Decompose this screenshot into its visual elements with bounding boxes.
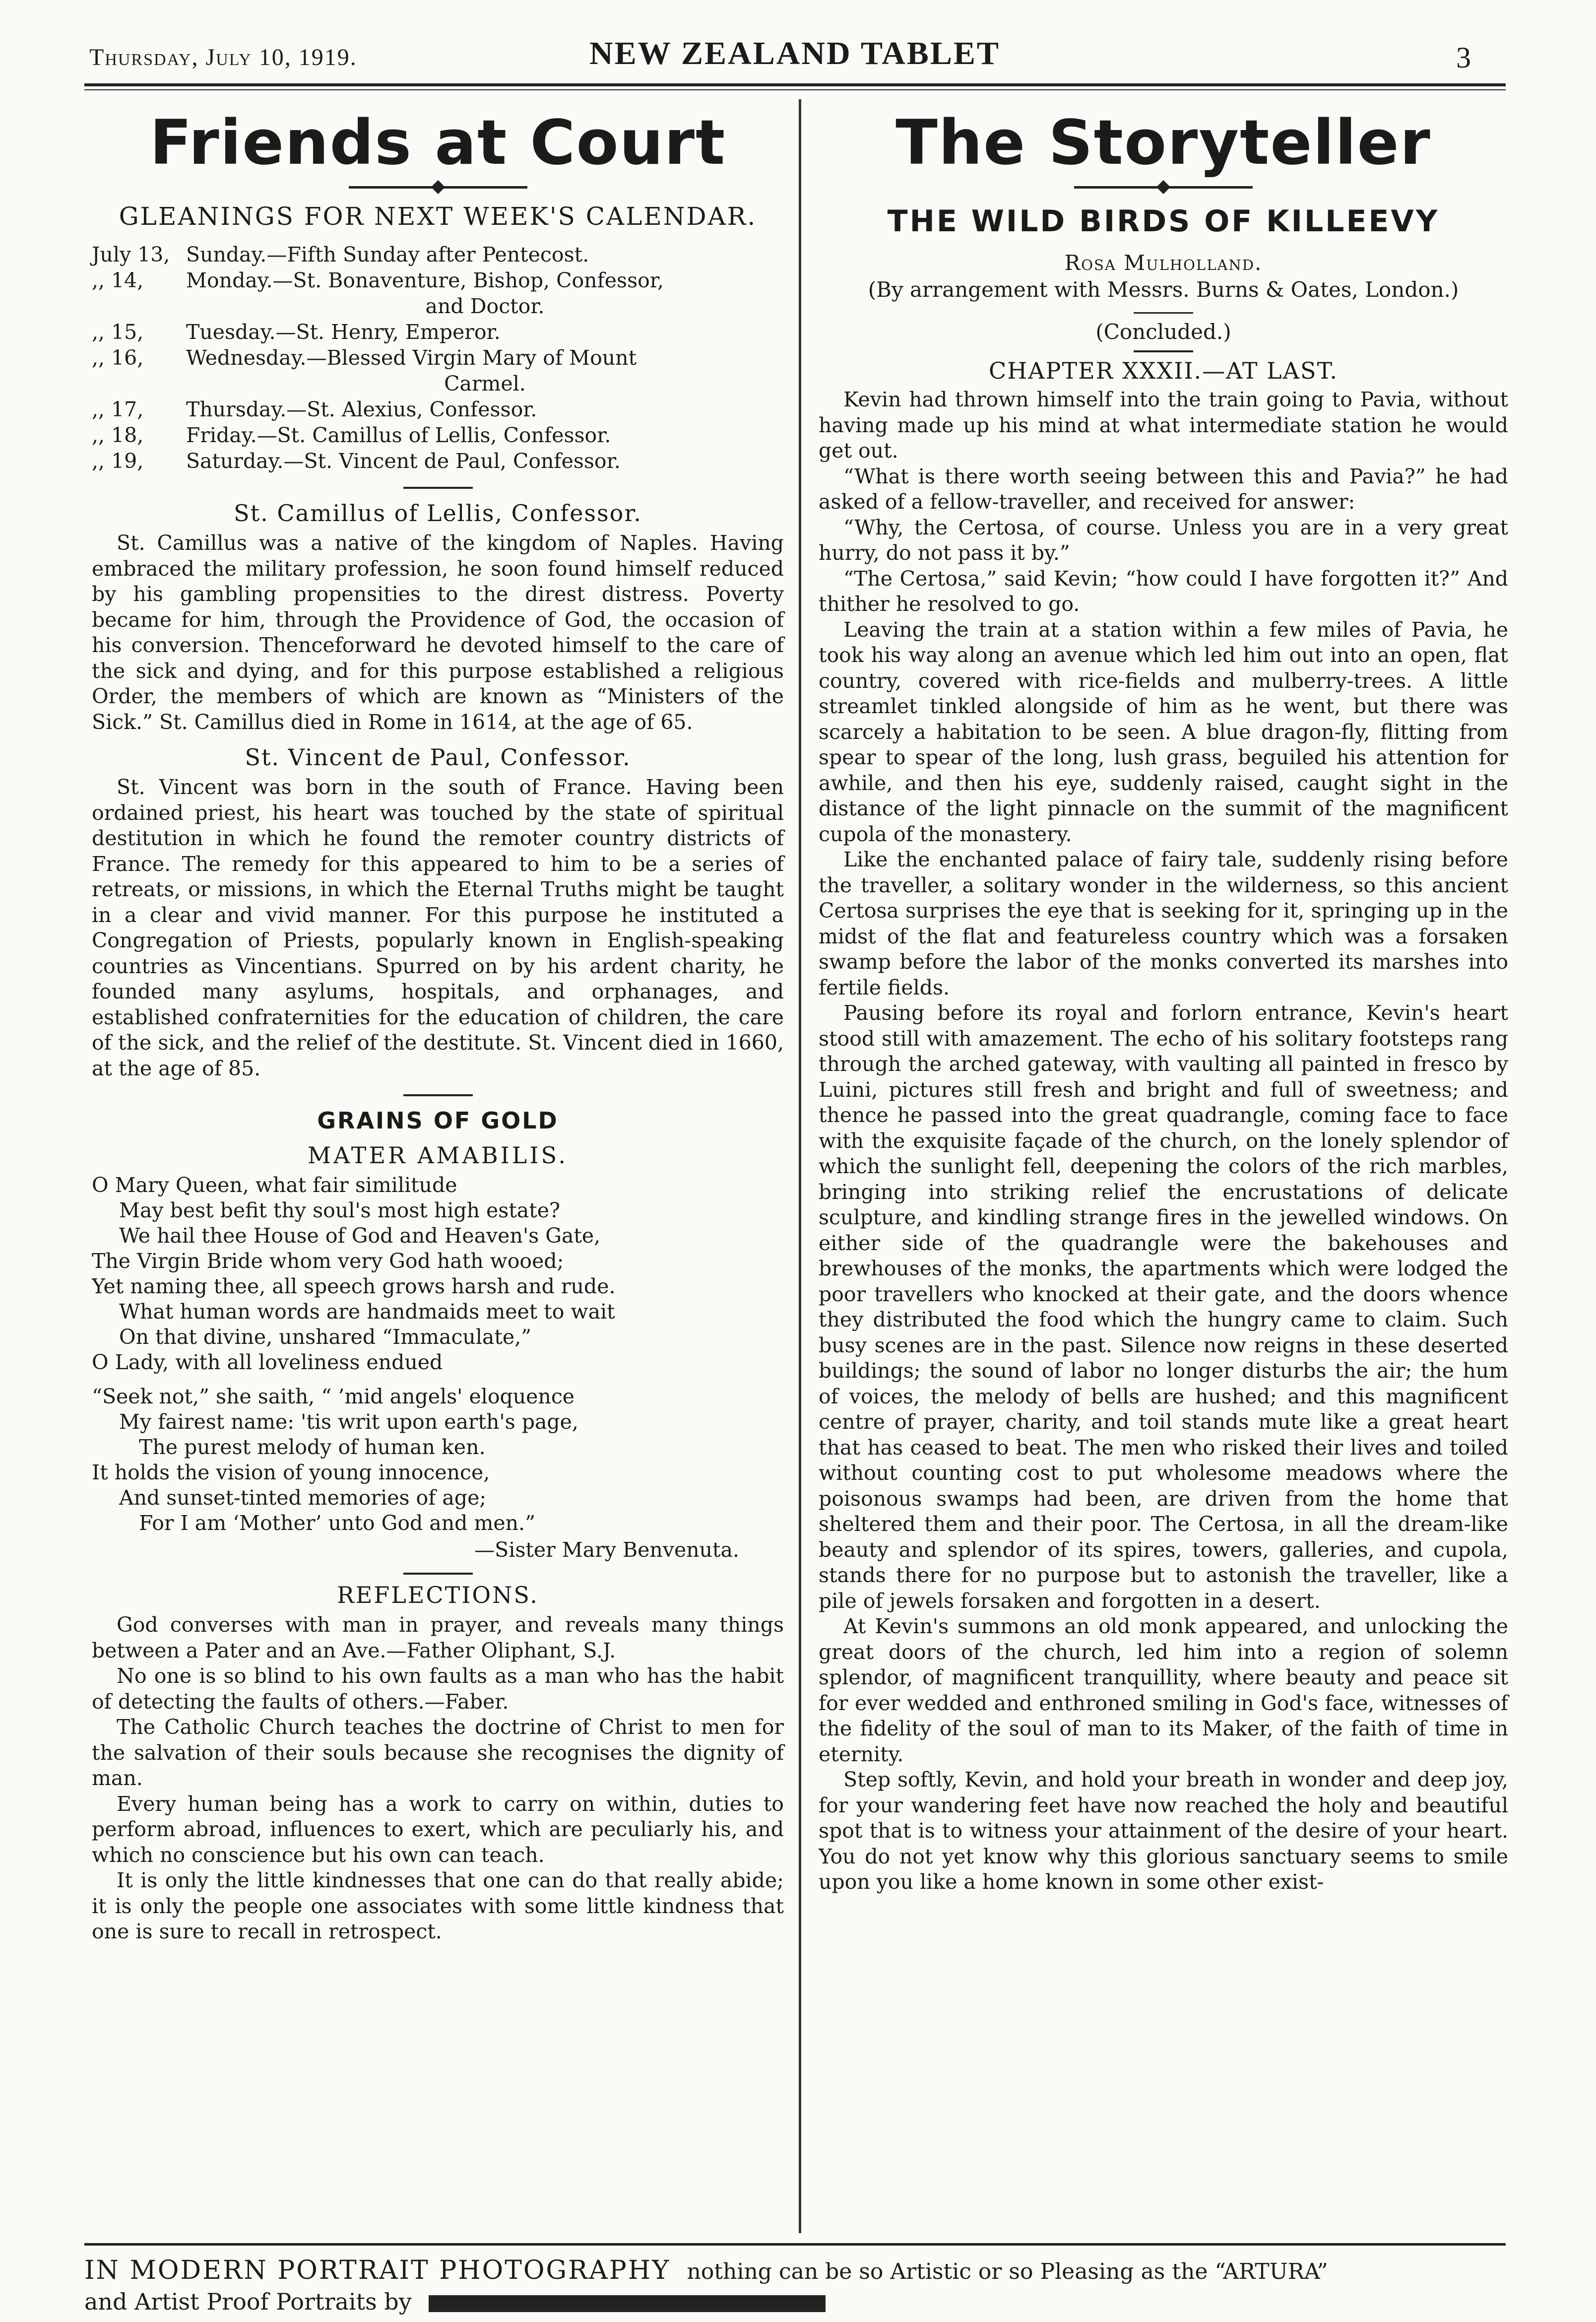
header-rule-thin [84,89,1506,90]
story-author: Rosa Mulholland. [1064,251,1263,275]
calendar-entry: Wednesday.—Blessed Virgin Mary of Mount Carmel. [186,346,637,396]
reflection-paragraph: God converses with man in prayer, and reveals many things between a Pater and an Ave.—Father Oliphant, S.J. [92,1613,784,1662]
divider-rule [1134,350,1193,352]
ornament-rule [92,177,784,197]
ad-main-text: IN MODERN PORTRAIT PHOTOGRAPHY [84,2256,671,2285]
poem-line: O Lady, with all loveliness endued [92,1350,443,1375]
ornament-rule [819,177,1508,197]
calendar-date: ,, 16, [92,346,144,370]
story-paragraph: “Why, the Certosa, of course. Unless you are in a very great hurry, do not pass it by.” [819,515,1508,565]
story-arrangement: (By arrangement with Messrs. Burns & Oates, London.) [868,277,1459,302]
chapter-heading: CHAPTER XXXII.—AT LAST. [988,357,1339,385]
poem-line: O Mary Queen, what fair similitude [92,1173,457,1197]
story-title: THE WILD BIRDS OF KILLEEVY [887,204,1440,239]
saint-text-camillus: St. Camillus was a native of the kingdom of Naples. Having embraced the military profession, he soon found himself reduced by his gambling propensities to the direst distress. Poverty became for him, through the Providence of God, the occasion of his conversion. Thenceforward he devoted himself to the care of the sick and dying, and for this purpose established a religious Order, the members of which are known as “Ministers of the Sick.” St. Camillus died in Rome in 1614, at the age of 65. [92,531,784,734]
reflections-heading: REFLECTIONS. [337,1582,539,1609]
poem-line: For I am ‘Mother’ unto God and men.” [139,1511,535,1535]
right-column [819,102,1508,1895]
story-paragraph: Step softly, Kevin, and hold your breath in wonder and deep joy, for your wandering feet have now reached the holy and beautiful spot that is to witness your attainment of the desire of your heart. You do not yet know why this glorious sanctuary seems to smile upon you like a home known in some other exist- [819,1768,1508,1894]
poem-line: And sunset-tinted memories of age; [119,1486,487,1510]
reflection-paragraph: It is only the little kindnesses that one can do that really abide; it is only the people one associates with some little kindness that one is sure to recall in retrospect. [92,1868,784,1944]
poem-line: Yet naming thee, all speech grows harsh and rude. [92,1274,616,1299]
section-title-storyteller: The Storyteller [895,107,1431,179]
footer-advertisement [84,2256,1506,2315]
calendar-entry: Thursday.—St. Alexius, Confessor. [186,398,537,422]
poem-line: What human words are handmaids meet to wait [119,1300,615,1324]
divider-rule [403,1573,473,1575]
calendar-entry: Sunday.—Fifth Sunday after Pentecost. [186,243,589,267]
story-paragraph: Pausing before its royal and forlorn entrance, Kevin's heart stood still with amazement. The echo of his solitary footsteps rang through the arched gateway, with vaulting all painted in fresco by Luini, pictures still fresh and bright and full of sweetness; and thence he passed into the great quadrangle, coming face to face with the exquisite façade of the church, on the lonely splendor of which the sunlight fell, deepening the colors of the rich marbles, bringing into striking relief the encrustations of delicate sculpture, and kindling strange fires in the jewelled windows. On either side of the quadrangle were the bakehouses and brewhouses of the monks, the apartments which were lodged the poor travellers who knocked at their gate, and the doors whence they distributed the food which the hungry came to claim. Such busy scenes are in the past. Silence now reigns in these deserted buildings; the sound of labor no longer disturbs the air; the hum of voices, the melody of bells are hushed; and this magnificent centre of prayer, charity, and toil stands mute like a great heart that has ceased to beat. The men who risked their lives and toiled without counting cost to put wholesome meadows where the poisonous swamps had been, are driven from the home that sheltered them and their poor. The Certosa, in all the dream-like beauty and splendor of its spires, towers, galleries, and cupola, stands there for no purpose but to astonish the traveller, like a pile of jewels forsaken and forgotten in a desert. [819,1001,1508,1613]
calendar-entry: Tuesday.—St. Henry, Emperor. [186,320,501,344]
poem-line: The Virgin Bride whom very God hath wooed; [92,1249,564,1273]
calendar-list [92,242,784,474]
story-paragraph: At Kevin's summons an old monk appeared, and unlocking the great doors of the church, led him into a region of solemn splendor, of magnificent tranquillity, where beauty and peace sit for ever wedded and enthroned smiling in God's face, witnesses of the fidelity of the soul of man to its Maker, of the faith of time in eternity. [819,1614,1508,1766]
section-title-friends-at-court: Friends at Court [149,107,726,179]
reflection-paragraph: No one is so blind to his own faults as a man who has the habit of detecting the faults of others.—Faber. [92,1664,784,1714]
calendar-date: ,, 15, [92,320,144,344]
poem-signature: —Sister Mary Benvenuta. [474,1538,739,1562]
saint-text-vincent: St. Vincent was born in the south of France. Having been ordained priest, his heart was touched by the state of spiritual destitution in which he found the remoter country districts of France. The remedy for this appeared to him to be a series of retreats, or missions, in which the Eternal Truths might be taught in a clear and vivid manner. For this purpose he instituted a Congregation of Priests, popularly known in English-speaking countries as Vincentians. Spurred on by his ardent charity, he founded many asylums, hospitals, and orphanages, and established confraternities for the education of children, the care of the sick, and the relief of the destitute. St. Vincent died in 1660, at the age of 85. [92,775,784,1080]
calendar-date: July 13, [92,243,170,267]
poem-line: We hail thee House of God and Heaven's Gate, [119,1224,601,1248]
story-paragraph: Kevin had thrown himself into the train going to Pavia, without having made up his mind at what intermediate station he would get out. [819,388,1508,463]
poem-title: MATER AMABILIS. [307,1142,569,1169]
poem-line: It holds the vision of young innocence, [92,1460,490,1485]
left-column [92,102,784,1945]
column-divider [799,99,801,2233]
ad-tail-text: nothing can be so Artistic or so Pleasing as the “ARTURA” [687,2259,1328,2284]
poem-line: The purest melody of human ken. [139,1435,486,1460]
story-concluded: (Concluded.) [1095,320,1231,344]
story-byline [819,250,1508,303]
divider-rule [1134,312,1193,314]
story-paragraph: Like the enchanted palace of fairy tale, suddenly rising before the traveller, a solitary wonder in the wilderness, so this ancient Certosa surprises the eye that is seeking for it, springing up in the midst of the flat and featureless country which was a forsaken swamp before the labor of the monks converted its marshes into fertile fields. [819,848,1508,999]
calendar-entry: Monday.—St. Bonaventure, Bishop, Confessor, and Doctor. [186,268,664,319]
story-paragraph: “The Certosa,” said Kevin; “how could I have forgotten it?” And thither he resolved to go. [819,566,1508,616]
saint-heading-vincent: St. Vincent de Paul, Confessor. [245,744,631,771]
saint-heading-camillus: St. Camillus of Lellis, Confessor. [234,500,642,527]
page-number: 3 [1456,41,1472,74]
story-paragraph: “What is there worth seeing between this and Pavia?” he had asked of a fellow-traveller, and received for answer: [819,464,1508,514]
reflection-paragraph: Every human being has a work to carry on within, duties to perform abroad, influences to exert, which are peculiarly his, and which no conscience but his own can teach. [92,1791,784,1867]
calendar-date: ,, 18, [92,423,144,448]
poem-stanza-2 [92,1384,784,1536]
calendar-heading: GLEANINGS FOR NEXT WEEK'S CALENDAR. [119,202,757,231]
calendar-date: ,, 17, [92,398,144,422]
poem-line: On that divine, unshared “Immaculate,” [119,1325,532,1349]
newspaper-title: NEW ZEALAND TABLET [589,35,1000,71]
calendar-entry: Saturday.—St. Vincent de Paul, Confessor. [186,449,621,473]
poem-line: May best befit thy soul's most high estate? [119,1198,560,1223]
calendar-entry: Friday.—St. Camillus of Lellis, Confessor. [186,423,611,448]
reflection-paragraph: The Catholic Church teaches the doctrine of Christ to men for the salvation of their souls because she recognises the dignity of man. [92,1715,784,1791]
divider-rule [403,487,473,489]
header-date: Thursday, July 10, 1919. [89,44,357,70]
poem-stanza-1 [92,1173,784,1375]
poem-line: My fairest name: 'tis writ upon earth's page, [119,1410,578,1434]
story-paragraph: Leaving the train at a station within a few miles of Pavia, he took his way along an avenue which led him out into an open, flat country, covered with rice-fields and mulberry-trees. A little streamlet tinkled alongside of him as he went, but there was scarcely a habitation to be seen. A blue dragon-fly, flitting from spear to spear of the long, lush grass, beguiled his attention for awhile, and then his eye, suddenly raised, caught sight in the distance of the light pinnacle on the summit of the magnificent cupola of the monastery. [819,617,1508,846]
grains-of-gold-heading: GRAINS OF GOLD [317,1107,559,1134]
footer-rule [84,2243,1506,2246]
poem-line: “Seek not,” she saith, “ ’mid angels' eloquence [92,1385,575,1409]
calendar-date: ,, 19, [92,449,144,473]
calendar-date: ,, 14, [92,268,144,293]
divider-rule [403,1094,473,1096]
ad-obscured-text [429,2295,826,2312]
ad-second-line: and Artist Proof Portraits by [84,2288,412,2315]
header-rule-thick [84,83,1506,86]
